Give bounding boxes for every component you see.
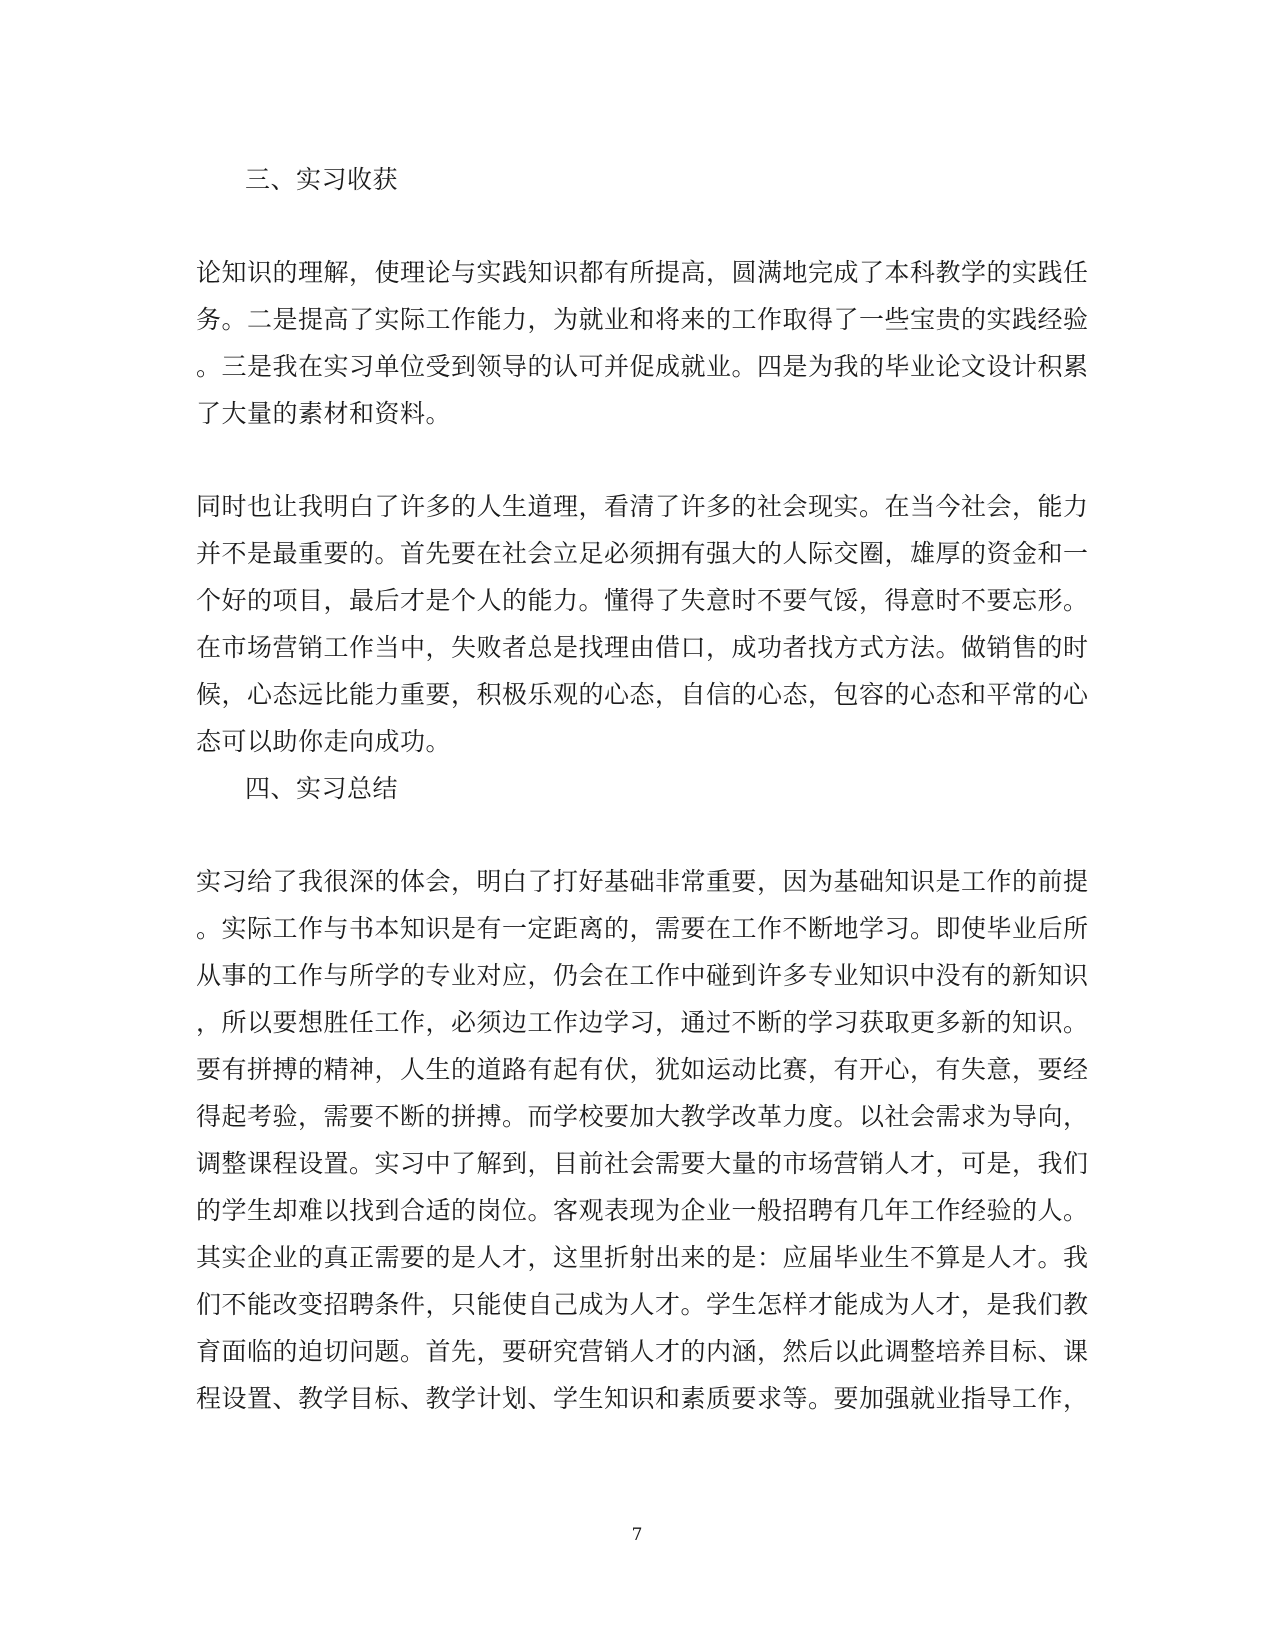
paragraph-line: 。实际工作与书本知识是有一定距离的，需要在工作不断地学习。即使毕业后所 bbox=[196, 914, 1089, 943]
section-heading-4: 四、实习总结 bbox=[245, 774, 399, 803]
paragraph-line: 们不能改变招聘条件，只能使自己成为人才。学生怎样才能成为人才，是我们教 bbox=[196, 1290, 1089, 1319]
paragraph-line: 个好的项目，最后才是个人的能力。懂得了失意时不要气馁，得意时不要忘形。 bbox=[196, 586, 1089, 615]
paragraph-line: 得起考验，需要不断的拼搏。而学校要加大教学改革力度。以社会需求为导向， bbox=[196, 1102, 1089, 1131]
paragraph-line: 实习给了我很深的体会，明白了打好基础非常重要，因为基础知识是工作的前提 bbox=[196, 867, 1089, 896]
paragraph-line: ，所以要想胜任工作，必须边工作边学习，通过不断的学习获取更多新的知识。 bbox=[196, 1008, 1089, 1037]
paragraph-line: 并不是最重要的。首先要在社会立足必须拥有强大的人际交圈，雄厚的资金和一 bbox=[196, 539, 1089, 568]
paragraph-line: 候，心态远比能力重要，积极乐观的心态，自信的心态，包容的心态和平常的心 bbox=[196, 680, 1089, 709]
paragraph-line: 要有拼搏的精神，人生的道路有起有伏，犹如运动比赛，有开心，有失意，要经 bbox=[196, 1055, 1089, 1084]
page-number: 7 bbox=[631, 1525, 643, 1545]
paragraph-line: 务。二是提高了实际工作能力，为就业和将来的工作取得了一些宝贵的实践经验 bbox=[196, 305, 1089, 334]
paragraph-line: 态可以助你走向成功。 bbox=[196, 727, 452, 756]
paragraph-line: 论知识的理解，使理论与实践知识都有所提高，圆满地完成了本科教学的实践任 bbox=[196, 258, 1089, 287]
paragraph-line: 程设置、教学目标、教学计划、学生知识和素质要求等。要加强就业指导工作， bbox=[196, 1384, 1089, 1413]
paragraph-line: 。三是我在实习单位受到领导的认可并促成就业。四是为我的毕业论文设计积累 bbox=[196, 352, 1089, 381]
paragraph-line: 的学生却难以找到合适的岗位。客观表现为企业一般招聘有几年工作经验的人。 bbox=[196, 1196, 1089, 1225]
paragraph-line: 其实企业的真正需要的是人才，这里折射出来的是：应届毕业生不算是人才。我 bbox=[196, 1243, 1089, 1272]
paragraph-line: 从事的工作与所学的专业对应，仍会在工作中碰到许多专业知识中没有的新知识 bbox=[196, 961, 1089, 990]
paragraph-line: 育面临的迫切问题。首先，要研究营销人才的内涵，然后以此调整培养目标、课 bbox=[196, 1337, 1089, 1366]
paragraph-line: 在市场营销工作当中，失败者总是找理由借口，成功者找方式方法。做销售的时 bbox=[196, 633, 1089, 662]
paragraph-line: 了大量的素材和资料。 bbox=[196, 399, 452, 428]
paragraph-line: 同时也让我明白了许多的人生道理，看清了许多的社会现实。在当今社会，能力 bbox=[196, 492, 1089, 521]
paragraph-line: 调整课程设置。实习中了解到，目前社会需要大量的市场营销人才，可是，我们 bbox=[196, 1149, 1089, 1178]
section-heading-3: 三、实习收获 bbox=[245, 165, 399, 194]
